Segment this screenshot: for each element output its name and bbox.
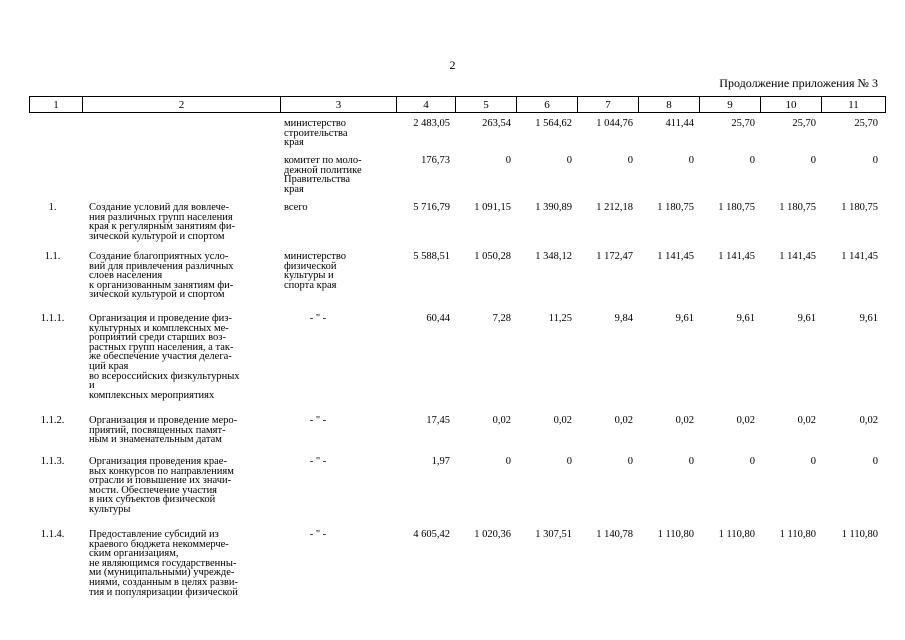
row-value: 9,84 [614,313,633,324]
row-description: Организация проведения крае- вых конкурсов по направлениям отрасли и повышение их значи- мости. Обеспечение участия в них субъектов физической культуры [89,456,234,515]
row-value: 411,44 [665,118,694,129]
row-value: 0,02 [797,415,816,426]
row-value: 0 [688,155,694,166]
row-value: 2 483,05 [413,118,450,129]
row-value: 0 [688,456,694,467]
row-value: 1 050,28 [474,251,511,262]
row-value: 1 180,75 [657,202,694,213]
row-value: 1 110,80 [657,529,694,540]
row-value: 0,02 [492,415,511,426]
column-header: 3 [281,97,397,113]
row-value: 7,28 [492,313,511,324]
row-value: 0 [749,456,755,467]
row-value: 17,45 [426,415,450,426]
row-number: 1. [48,202,57,213]
row-value: 9,61 [675,313,694,324]
row-number: 1.1. [44,251,61,262]
row-value: 25,70 [731,118,755,129]
row-value: 1 020,36 [474,529,511,540]
row-number [29,155,82,202]
row-value: 0 [810,456,816,467]
row-value: 1 390,89 [535,202,572,213]
row-value: 1 564,62 [535,118,572,129]
header-row [30,97,886,113]
row-value: 4 605,42 [413,529,450,540]
row-value: 25,70 [854,118,878,129]
row-value: 0 [627,456,633,467]
row-value: 11,25 [548,313,572,324]
row-value: 0 [505,155,511,166]
row-value: 1 180,75 [779,202,816,213]
table-row [29,415,885,456]
row-number: 1.1.4. [40,529,65,540]
row-executor: комитет по моло- дежной политике Правительства края [284,155,362,195]
column-header: 9 [700,97,761,113]
row-value: 0 [749,155,755,166]
row-executor: министерство физической культуры и спорта края [284,251,347,291]
column-header: 8 [639,97,700,113]
row-number [29,118,82,155]
continuation-label: Продолжение приложения № 3 [719,76,878,90]
row-value: 263,54 [482,118,511,129]
row-description: Создание благоприятных усло- вий для привлечения различных слоев населения к организованным занятиям фи- зической культурой и спортом [89,251,234,301]
row-value: 1 180,75 [718,202,755,213]
row-value: 1 307,51 [535,529,572,540]
row-value: 5 588,51 [413,251,450,262]
row-executor: всего [284,202,308,213]
row-description [82,155,280,202]
table-row [29,529,885,609]
row-value: 1 044,76 [596,118,633,129]
table-body [29,118,885,609]
column-header: 10 [761,97,822,113]
row-value: 1 110,80 [841,529,878,540]
table-row [29,251,885,313]
row-value: 1 141,45 [779,251,816,262]
table-row [29,313,885,415]
column-header: 6 [517,97,578,113]
column-header: 5 [456,97,517,113]
column-header: 11 [822,97,886,113]
row-description: Создание условий для вовлече- ния различных групп населения края к регулярным занятиям фи- зической культурой и спортом [89,202,235,242]
row-executor: министерство строительства края [284,118,348,149]
column-header: 7 [578,97,639,113]
row-value: 1 172,47 [596,251,633,262]
row-value: 0 [566,456,572,467]
row-value: 1 141,45 [841,251,878,262]
row-value: 1 212,18 [596,202,633,213]
row-number: 1.1.3. [40,456,65,467]
row-executor: - " - [309,456,327,467]
row-description [82,118,280,155]
page-number: 2 [449,58,456,72]
column-header: 1 [30,97,83,113]
row-value: 0,02 [614,415,633,426]
row-number: 1.1.2. [40,415,65,426]
row-executor: - " - [309,529,327,540]
row-description: Организация и проведение физ- культурных и комплексных ме- роприятий среди старших воз- растных групп населения, а так- же обеспечение участия делега- ций края во всероссийских физкультурных и комплексных мероприятиях [89,313,240,401]
column-header-table [29,96,886,113]
row-value: 1,97 [431,456,450,467]
row-value: 0 [872,155,878,166]
row-value: 0,02 [736,415,755,426]
table-row [29,202,885,251]
row-number: 1.1.1. [40,313,65,324]
row-executor: - " - [309,313,327,324]
row-description: Предоставление субсидий из краевого бюджета некоммерче- ским организациям, не являющимся государственны- ми (муниципальными) учрежде- ниями, созданным в целях разви- тия и популяризации физической [89,529,238,598]
row-value: 0,02 [859,415,878,426]
row-value: 1 110,80 [779,529,816,540]
row-value: 60,44 [426,313,450,324]
row-value: 1 140,78 [596,529,633,540]
row-value: 0,02 [675,415,694,426]
row-value: 1 110,80 [718,529,755,540]
row-executor: - " - [309,415,327,426]
table-row [29,456,885,529]
row-value: 9,61 [797,313,816,324]
row-value: 1 348,12 [535,251,572,262]
row-value: 0,02 [553,415,572,426]
column-header: 4 [397,97,456,113]
row-value: 0 [627,155,633,166]
row-value: 25,70 [792,118,816,129]
table-row [29,155,885,202]
row-value: 5 716,79 [413,202,450,213]
row-value: 9,61 [736,313,755,324]
row-value: 0 [505,456,511,467]
row-description: Организация и проведение меро- приятий, посвященных памят- ным и знаменательным датам [89,415,238,446]
row-value: 1 091,15 [474,202,511,213]
row-value: 9,61 [859,313,878,324]
row-value: 0 [872,456,878,467]
row-value: 0 [566,155,572,166]
table-row [29,118,885,155]
row-value: 1 141,45 [657,251,694,262]
row-value: 0 [810,155,816,166]
row-value: 1 141,45 [718,251,755,262]
row-value: 1 180,75 [841,202,878,213]
column-header: 2 [83,97,281,113]
row-value: 176,73 [421,155,450,166]
